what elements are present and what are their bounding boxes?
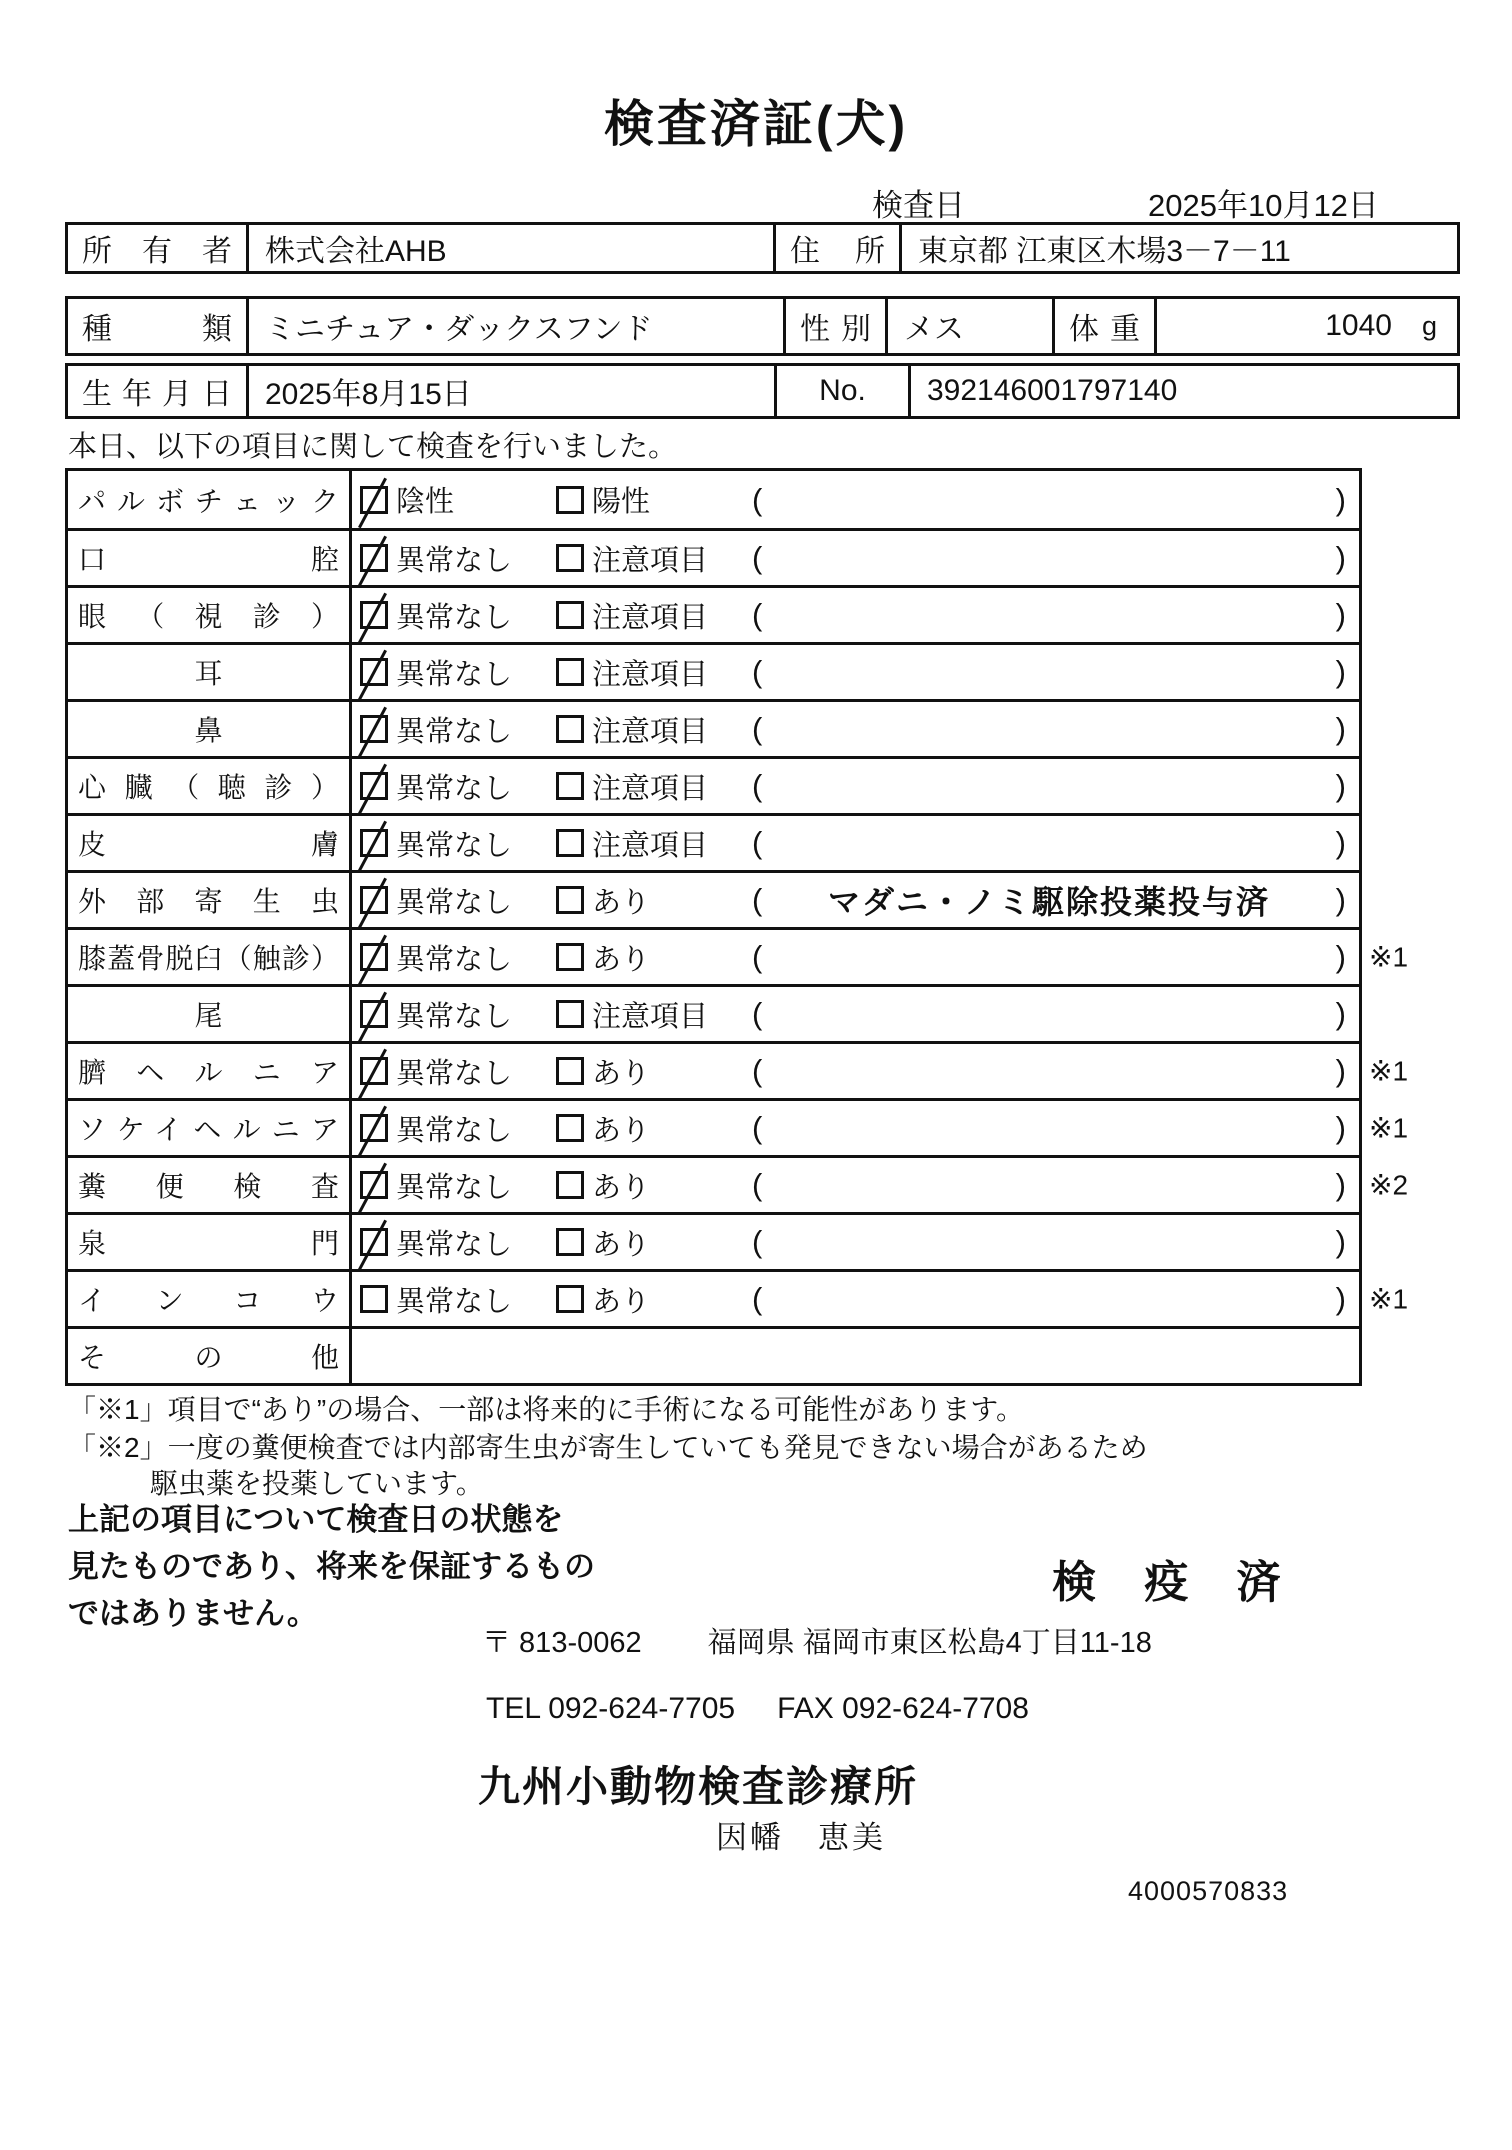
option-2: [556, 873, 650, 927]
item-label-cell: [68, 987, 352, 1041]
item-result-cell: [352, 873, 1359, 927]
option-2: [556, 930, 650, 984]
item-result-cell: [352, 1158, 1359, 1212]
result-note: [752, 1215, 1346, 1269]
checked-checkbox-icon: [360, 544, 388, 572]
checklist-row: [68, 1098, 1409, 1155]
option-1-label: 異常なし: [396, 1057, 513, 1090]
option-1: [360, 1044, 512, 1098]
option-2-label: 注意項目: [592, 829, 709, 862]
option-1-label: 異常なし: [396, 772, 513, 805]
item-label: インコウ: [78, 1285, 339, 1316]
paren-close: ): [1335, 1281, 1346, 1316]
item-label: 耳: [194, 658, 223, 689]
item-label-cell: [68, 1158, 352, 1212]
owner-value-cell: [246, 225, 773, 271]
quarantine-stamp: 検 疫 済: [1052, 1558, 1299, 1607]
no-value: 392146001797140: [927, 374, 1178, 407]
paren-close: ): [1335, 1110, 1346, 1145]
clinic-contact-line: [486, 1692, 1029, 1726]
birth-value: 2025年8月15日: [265, 378, 472, 411]
paren-open: (: [752, 654, 763, 689]
option-1: [360, 1215, 512, 1269]
paren-open: (: [752, 1224, 763, 1259]
paren-open: (: [752, 1053, 763, 1088]
item-label: 臍ヘルニア: [78, 1057, 339, 1088]
birth-label-cell: [68, 366, 246, 416]
option-1: [360, 759, 512, 813]
page-title: 検査済証(犬): [603, 96, 909, 152]
footnote-2-continued: 駆虫薬を投薬しています。: [150, 1468, 484, 1499]
item-result-cell: [352, 930, 1359, 984]
result-note: [752, 471, 1346, 528]
paren-close: ): [1335, 711, 1346, 746]
paren-close: ): [1335, 939, 1346, 974]
paren-open: (: [752, 1281, 763, 1316]
checklist-row: [68, 471, 1359, 528]
checkbox-icon: [556, 1057, 584, 1085]
breed-label-cell: [68, 299, 246, 353]
option-2: [556, 531, 708, 585]
option-1: [360, 1101, 512, 1155]
option-2-label: あり: [592, 1114, 651, 1147]
result-note: [752, 1044, 1346, 1098]
option-2: [556, 987, 708, 1041]
item-result-cell: [352, 1329, 1359, 1383]
option-1-label: 異常なし: [396, 1171, 513, 1204]
checklist-table: [65, 468, 1409, 1386]
item-result-cell: [352, 588, 1359, 642]
footnote-mark: ※1: [1369, 1055, 1409, 1087]
footnote-1: 「※1」項目で“あり”の場合、一部は将来的に手術になる可能性があります。: [68, 1394, 1024, 1425]
paren-close: ): [1335, 882, 1346, 917]
checked-checkbox-icon: [360, 1171, 388, 1199]
checklist-row: [68, 870, 1359, 927]
checkbox-icon: [556, 601, 584, 629]
footnote-mark: ※2: [1369, 1169, 1409, 1201]
clinic-postal-code: 〒 813-0062: [482, 1627, 642, 1659]
breed-value-cell: [246, 299, 783, 353]
owner-label: 所有者: [82, 235, 232, 268]
item-label: ソケイヘルニア: [78, 1114, 339, 1145]
checked-checkbox-icon: [360, 829, 388, 857]
option-2-label: 注意項目: [592, 544, 709, 577]
checkbox-icon: [556, 1000, 584, 1028]
item-result-cell: [352, 987, 1359, 1041]
checklist-row: [68, 756, 1359, 813]
checkbox-icon: [556, 1171, 584, 1199]
checkbox-icon: [556, 772, 584, 800]
result-note: [752, 588, 1346, 642]
option-2-label: 注意項目: [592, 1000, 709, 1033]
checklist-row: [68, 585, 1359, 642]
item-label-cell: [68, 588, 352, 642]
clinic-tel: TEL 092-624-7705: [486, 1692, 736, 1725]
checked-checkbox-icon: [360, 1114, 388, 1142]
option-1-label: 異常なし: [396, 601, 513, 634]
item-label: 心臓（聴診）: [78, 772, 339, 803]
checked-checkbox-icon: [360, 886, 388, 914]
result-note: [752, 1272, 1346, 1326]
result-note: [752, 873, 1346, 927]
paren-close: ): [1335, 597, 1346, 632]
option-2-label: 陽性: [592, 486, 651, 518]
checkbox-icon: [556, 1114, 584, 1142]
no-value-cell: [908, 366, 1457, 416]
paren-close: ): [1335, 540, 1346, 575]
paren-open: (: [752, 996, 763, 1031]
checklist-row: [68, 1269, 1409, 1326]
result-note: [752, 1101, 1346, 1155]
option-2: [556, 471, 650, 528]
checkbox-icon: [556, 943, 584, 971]
item-label: 膝蓋骨脱臼（触診）: [78, 943, 339, 974]
option-1-label: 陰性: [396, 486, 455, 518]
checkbox-icon: [556, 658, 584, 686]
paren-open: (: [752, 711, 763, 746]
option-2: [556, 1044, 650, 1098]
checkbox-icon: [556, 829, 584, 857]
intro-text: 本日、以下の項目に関して検査を行いました。: [68, 431, 678, 463]
item-label: 外部寄生虫: [78, 886, 339, 917]
note-text: マダニ・ノミ駆除投薬投与済: [827, 884, 1270, 920]
paren-open: (: [752, 597, 763, 632]
breed-value: ミニチュア・ダックスフンド: [265, 313, 653, 346]
address-value: 東京都 江東区木場3－7－11: [918, 235, 1291, 268]
weight-value-cell: [1154, 299, 1457, 353]
paren-close: ): [1335, 1224, 1346, 1259]
result-note: [752, 1158, 1346, 1212]
option-1-label: 異常なし: [396, 829, 513, 862]
item-label-cell: [68, 702, 352, 756]
option-2: [556, 816, 708, 870]
paren-close: ): [1335, 768, 1346, 803]
result-note: [752, 816, 1346, 870]
paren-open: (: [752, 481, 763, 517]
item-result-cell: [352, 1101, 1359, 1155]
option-2: [556, 1158, 650, 1212]
option-2-label: あり: [592, 886, 651, 919]
option-2-label: あり: [592, 1057, 651, 1090]
option-2: [556, 759, 708, 813]
paren-open: (: [752, 540, 763, 575]
item-label-cell: [68, 531, 352, 585]
option-2: [556, 702, 708, 756]
checked-checkbox-icon: [360, 1000, 388, 1028]
item-result-cell: [352, 1215, 1359, 1269]
option-2-label: 注意項目: [592, 715, 709, 748]
footnote-mark: ※1: [1369, 1283, 1409, 1315]
owner-table: [65, 222, 1460, 274]
option-1: [360, 702, 512, 756]
no-label-cell: [774, 366, 908, 416]
checkbox-icon: [360, 1285, 388, 1313]
checkbox-icon: [556, 1228, 584, 1256]
item-label-cell: [68, 471, 352, 528]
paren-open: (: [752, 825, 763, 860]
clinic-name: 九州小動物検査診療所: [478, 1763, 919, 1810]
birth-table: [65, 363, 1460, 419]
item-label: パルボチェック: [78, 485, 339, 517]
footnote-mark: ※1: [1369, 941, 1409, 973]
item-label-cell: [68, 1329, 352, 1383]
option-2-label: あり: [592, 1228, 651, 1261]
sex-label: 性別: [800, 313, 871, 346]
option-1-label: 異常なし: [396, 544, 513, 577]
item-label: 泉門: [78, 1228, 339, 1259]
option-1: [360, 471, 454, 528]
owner-value: 株式会社AHB: [265, 235, 447, 268]
option-2: [556, 1101, 650, 1155]
option-2-label: あり: [592, 1285, 651, 1318]
clinic-address: 福岡県 福岡市東区松島4丁目11-18: [707, 1627, 1152, 1659]
option-1-label: 異常なし: [396, 886, 513, 919]
item-label-cell: [68, 1215, 352, 1269]
item-result-cell: [352, 645, 1359, 699]
item-label-cell: [68, 759, 352, 813]
option-1: [360, 1272, 512, 1326]
item-label-cell: [68, 930, 352, 984]
item-label: 皮膚: [78, 829, 339, 860]
result-note: [752, 987, 1346, 1041]
item-label: その他: [78, 1342, 339, 1373]
checklist-row: [68, 1041, 1409, 1098]
weight-label-cell: [1052, 299, 1154, 353]
checked-checkbox-icon: [360, 943, 388, 971]
option-2: [556, 645, 708, 699]
item-result-cell: [352, 702, 1359, 756]
option-2-label: 注意項目: [592, 658, 709, 691]
checklist-row: [68, 528, 1359, 585]
option-2-label: あり: [592, 943, 651, 976]
option-2-label: あり: [592, 1171, 651, 1204]
sex-value: メス: [904, 313, 964, 346]
option-2: [556, 588, 708, 642]
breed-label: 種類: [82, 313, 232, 346]
weight-label: 体重: [1069, 313, 1140, 346]
result-note: [752, 930, 1346, 984]
birth-label: 生年月日: [82, 378, 232, 411]
item-result-cell: [352, 1044, 1359, 1098]
address-label-cell: [773, 225, 899, 271]
checked-checkbox-icon: [360, 715, 388, 743]
option-1-label: 異常なし: [396, 1285, 513, 1318]
paren-close: ): [1335, 481, 1346, 517]
option-1-label: 異常なし: [396, 715, 513, 748]
item-label: 眼（視診）: [78, 601, 339, 632]
checklist-row: [68, 984, 1359, 1041]
checkbox-icon: [556, 1285, 584, 1313]
result-note: [752, 702, 1346, 756]
paren-close: ): [1335, 1053, 1346, 1088]
option-1-label: 異常なし: [396, 1000, 513, 1033]
item-label: 鼻: [194, 715, 223, 746]
option-2: [556, 1215, 650, 1269]
sex-value-cell: [885, 299, 1052, 353]
result-note: [752, 759, 1346, 813]
item-result-cell: [352, 1272, 1359, 1326]
paren-close: ): [1335, 654, 1346, 689]
clinic-address-line: [482, 1620, 1152, 1661]
address-label: 住所: [790, 235, 885, 268]
item-label-cell: [68, 1272, 352, 1326]
item-label: 尾: [194, 1000, 223, 1031]
item-result-cell: [352, 759, 1359, 813]
birth-value-cell: [246, 366, 774, 416]
disclaimer-line-3: ではありません。: [68, 1596, 318, 1631]
item-result-cell: [352, 531, 1359, 585]
checkbox-icon: [556, 544, 584, 572]
no-label: No.: [819, 374, 866, 407]
address-value-cell: [899, 225, 1457, 271]
result-note: [752, 645, 1346, 699]
option-1: [360, 816, 512, 870]
item-label-cell: [68, 873, 352, 927]
option-1-label: 異常なし: [396, 1114, 513, 1147]
option-1-label: 異常なし: [396, 1228, 513, 1261]
paren-open: (: [752, 1167, 763, 1202]
checklist-row: [68, 813, 1359, 870]
checked-checkbox-icon: [360, 601, 388, 629]
checklist-row: [68, 1155, 1409, 1212]
paren-close: ): [1335, 1167, 1346, 1202]
checklist-row: [68, 699, 1359, 756]
option-1: [360, 873, 512, 927]
exam-date-label: 検査日: [872, 188, 965, 223]
paren-open: (: [752, 882, 763, 917]
checkbox-icon: [556, 886, 584, 914]
item-label: 糞便検査: [78, 1171, 339, 1202]
item-label-cell: [68, 1044, 352, 1098]
sex-label-cell: [783, 299, 885, 353]
paren-close: ): [1335, 996, 1346, 1031]
option-2: [556, 1272, 650, 1326]
checklist-row: [68, 1326, 1359, 1383]
footnote-2: 「※2」一度の糞便検査では内部寄生虫が寄生していても発見できない場合があるため: [68, 1432, 1148, 1463]
option-1: [360, 1158, 512, 1212]
disclaimer: [68, 1496, 595, 1637]
disclaimer-line-2: 見たものであり、将来を保証するもの: [68, 1549, 595, 1584]
item-result-cell: [352, 816, 1359, 870]
document-number: 4000570833: [1128, 1876, 1289, 1906]
checkbox-icon: [556, 486, 584, 514]
option-2-label: 注意項目: [592, 601, 709, 634]
option-1: [360, 987, 512, 1041]
exam-date-value: 2025年10月12日: [1148, 188, 1379, 223]
checklist-row: [68, 1212, 1359, 1269]
option-1-label: 異常なし: [396, 658, 513, 691]
item-label: 口腔: [78, 544, 339, 575]
info-table: [65, 296, 1460, 356]
checklist-row: [68, 927, 1409, 984]
option-1: [360, 930, 512, 984]
item-result-cell: [352, 471, 1359, 528]
paren-open: (: [752, 1110, 763, 1145]
item-label-cell: [68, 816, 352, 870]
paren-open: (: [752, 768, 763, 803]
item-label-cell: [68, 645, 352, 699]
checked-checkbox-icon: [360, 1057, 388, 1085]
checked-checkbox-icon: [360, 486, 388, 514]
option-1: [360, 531, 512, 585]
option-1-label: 異常なし: [396, 943, 513, 976]
checked-checkbox-icon: [360, 658, 388, 686]
clinic-fax: FAX 092-624-7708: [777, 1692, 1029, 1725]
option-1: [360, 645, 512, 699]
checked-checkbox-icon: [360, 772, 388, 800]
disclaimer-line-1: 上記の項目について検査日の状態を: [68, 1502, 564, 1537]
paren-open: (: [752, 939, 763, 974]
result-note: [752, 531, 1346, 585]
checklist-row: [68, 642, 1359, 699]
item-label-cell: [68, 1101, 352, 1155]
weight-value: 1040: [1325, 309, 1392, 342]
option-2-label: 注意項目: [592, 772, 709, 805]
checked-checkbox-icon: [360, 1228, 388, 1256]
option-1: [360, 588, 512, 642]
paren-close: ): [1335, 825, 1346, 860]
owner-label-cell: [68, 225, 246, 271]
examiner-name: 因幡 恵美: [716, 1820, 886, 1855]
checkbox-icon: [556, 715, 584, 743]
footnote-mark: ※1: [1369, 1112, 1409, 1144]
weight-unit: g: [1421, 310, 1437, 341]
